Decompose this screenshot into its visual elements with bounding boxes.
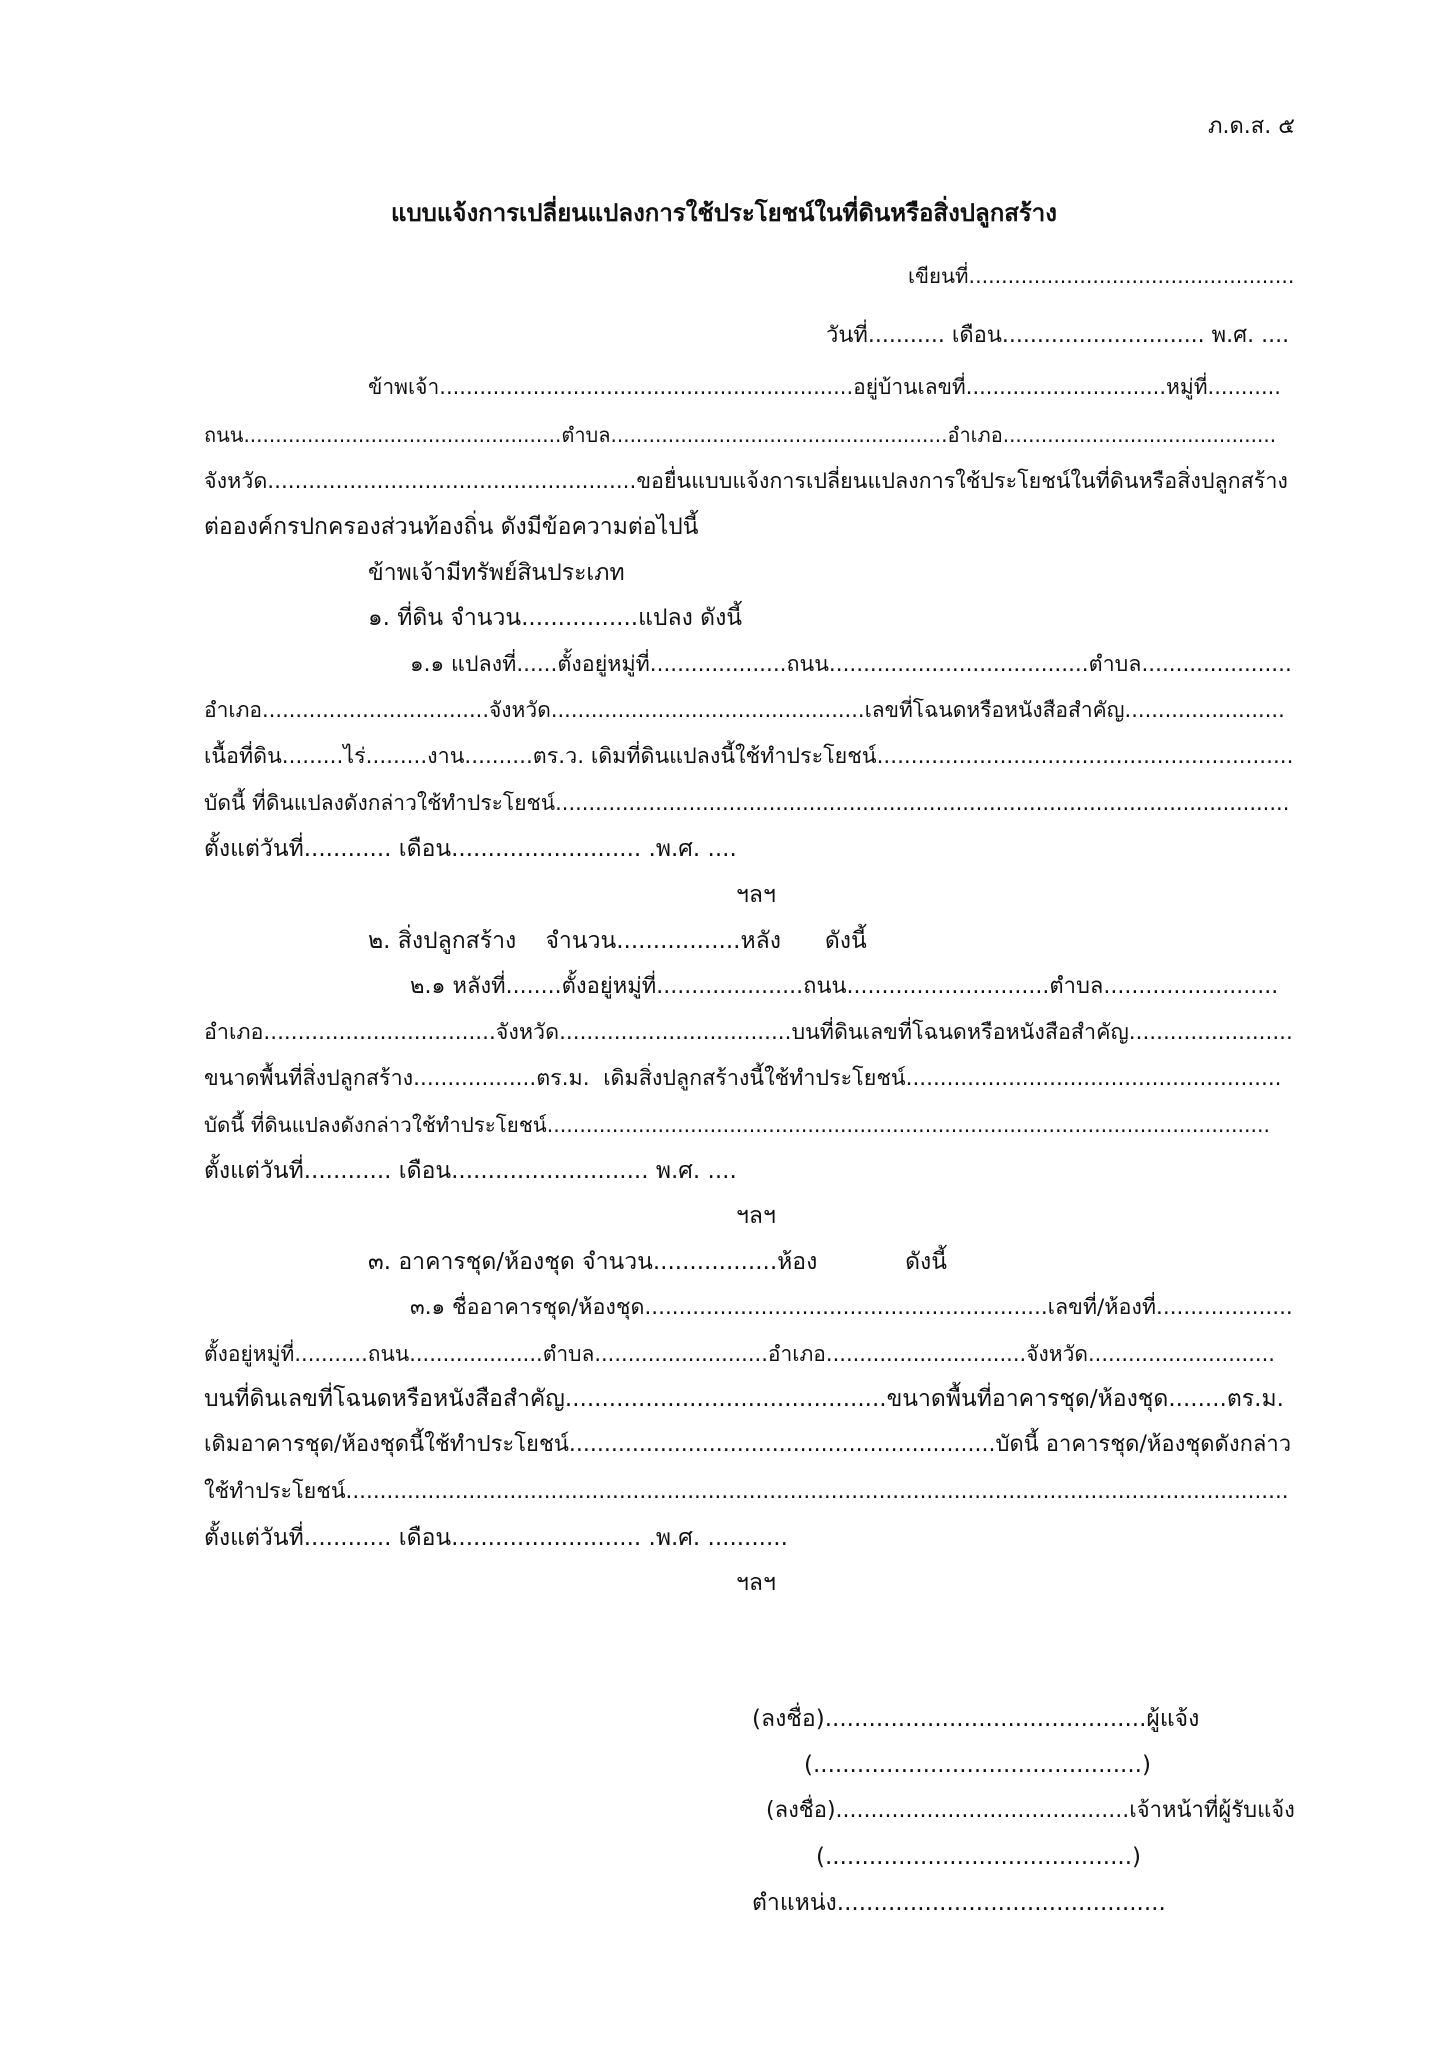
form-code: ภ.ด.ส. ๕: [1208, 114, 1295, 139]
date-field: วันที่........... เดือน............................. พ.ศ. ....: [826, 323, 1290, 348]
written-at-field: เขียนที่..................................................: [908, 264, 1295, 288]
section-condo-line-1: ๓.๑ ชื่ออาคารชุด/ห้องชุด...........................................................เลขที่/ห้องที่....................: [410, 1295, 1293, 1320]
section-condo-etc: ฯลฯ: [736, 1570, 776, 1596]
intro-line-4: ต่อองค์กรปกครองส่วนท้องถิ่น ดังมีข้อความต่อไปนี้: [204, 514, 699, 540]
section-building-heading: ๒. สิ่งปลูกสร้าง จำนวน.................หลัง ดังนี้: [368, 928, 867, 954]
reporter-name-line: (.............................................): [804, 1752, 1151, 1778]
section-building-line-1: ๒.๑ หลังที่........ตั้งอยู่หมู่ที่.....................ถนน.............................ตำบล.........................: [410, 974, 1279, 999]
section-land-line-5: ตั้งแต่วันที่............ เดือน.......................... .พ.ศ. ....: [204, 836, 737, 862]
section-land-line-2: อำเภอ..................................จังหวัด...............................................เลขที่โฉนดหรือหนังสือสำคัญ........................: [204, 698, 1285, 722]
section-land-etc: ฯลฯ: [736, 882, 776, 908]
asset-type-line: ข้าพเจ้ามีทรัพย์สินประเภท: [368, 560, 625, 586]
officer-position-line: ตำแหน่ง.............................................: [752, 1890, 1166, 1916]
section-building-line-3: ขนาดพื้นที่สิ่งปลูกสร้าง..................ตร.ม. เดิมสิ่งปลูกสร้างนี้ใช้ทำประโยชน์.......................................................: [204, 1066, 1282, 1091]
officer-signature-line: (ลงชื่อ)..........................................เจ้าหน้าที่ผู้รับแจ้ง: [766, 1798, 1295, 1823]
section-building-etc: ฯลฯ: [736, 1203, 776, 1229]
section-building-line-2: อำเภอ..................................จังหวัด..................................บนที่ดินเลขที่โฉนดหรือหนังสือสำคัญ........................: [204, 1020, 1293, 1045]
section-land-line-3: เนื้อที่ดิน.........ไร่.........งาน..........ตร.ว. เดิมที่ดินแปลงนี้ใช้ทำประโยชน์.............................................................: [204, 744, 1294, 769]
section-condo-line-6: ตั้งแต่วันที่............ เดือน.......................... .พ.ศ. ...........: [204, 1525, 788, 1551]
section-condo-line-2: ตั้งอยู่หมู่ที่...........ถนน....................ตำบล..........................อำเภอ..............................จังหวัด............................: [204, 1342, 1275, 1366]
intro-line-2: ถนน..................................................ตำบล.....................................................อำเภอ...........................................: [204, 423, 1277, 447]
officer-name-line: (..........................................): [816, 1844, 1142, 1870]
form-title: แบบแจ้งการเปลี่ยนแปลงการใช้ประโยชน์ในที่ดินหรือสิ่งปลูกสร้าง: [390, 199, 1058, 227]
reporter-signature-line: (ลงชื่อ)............................................ผู้แจ้ง: [752, 1706, 1200, 1732]
section-land-line-4: บัดนี้ ที่ดินแปลงดังกล่าวใช้ทำประโยชน์..............................................................................................................: [204, 791, 1290, 815]
intro-line-1: ข้าพเจ้า..............................................................อยู่บ้านเลขที่..............................หมู่ที่...........: [368, 375, 1281, 399]
section-building-line-5: ตั้งแต่วันที่............ เดือน........................... พ.ศ. ....: [204, 1158, 737, 1184]
section-condo-line-3: บนที่ดินเลขที่โฉนดหรือหนังสือสำคัญ............................................ขนาดพื้นที่อาคารชุด/ห้องชุด........ตร.ม.: [204, 1386, 1284, 1412]
section-condo-heading: ๓. อาคารชุด/ห้องชุด จำนวน.................ห้อง ดังนี้: [368, 1249, 947, 1275]
intro-line-3: จังหวัด......................................................ขอยื่นแบบแจ้งการเปลี่ยนแปลงการใช้ประโยชน์ในที่ดินหรือสิ่งปลูกสร้าง: [204, 469, 1288, 494]
section-condo-line-4: เดิมอาคารชุด/ห้องชุดนี้ใช้ทำประโยชน์.............................................................บัดนี้ อาคารชุด/ห้องชุดดังกล่าว: [204, 1432, 1292, 1457]
section-land-line-1: ๑.๑ แปลงที่......ตั้งอยู่หมู่ที่....................ถนน......................................ตำบล......................: [410, 652, 1292, 677]
section-condo-line-5: ใช้ทำประโยชน์..........................................................................................................................................: [204, 1479, 1289, 1504]
section-land-heading: ๑. ที่ดิน จำนวน................แปลง ดังนี้: [368, 605, 743, 631]
section-building-line-4: บัดนี้ ที่ดินแปลงดังกล่าวใช้ทำประโยชน์...............................................................................................................: [204, 1113, 1271, 1137]
